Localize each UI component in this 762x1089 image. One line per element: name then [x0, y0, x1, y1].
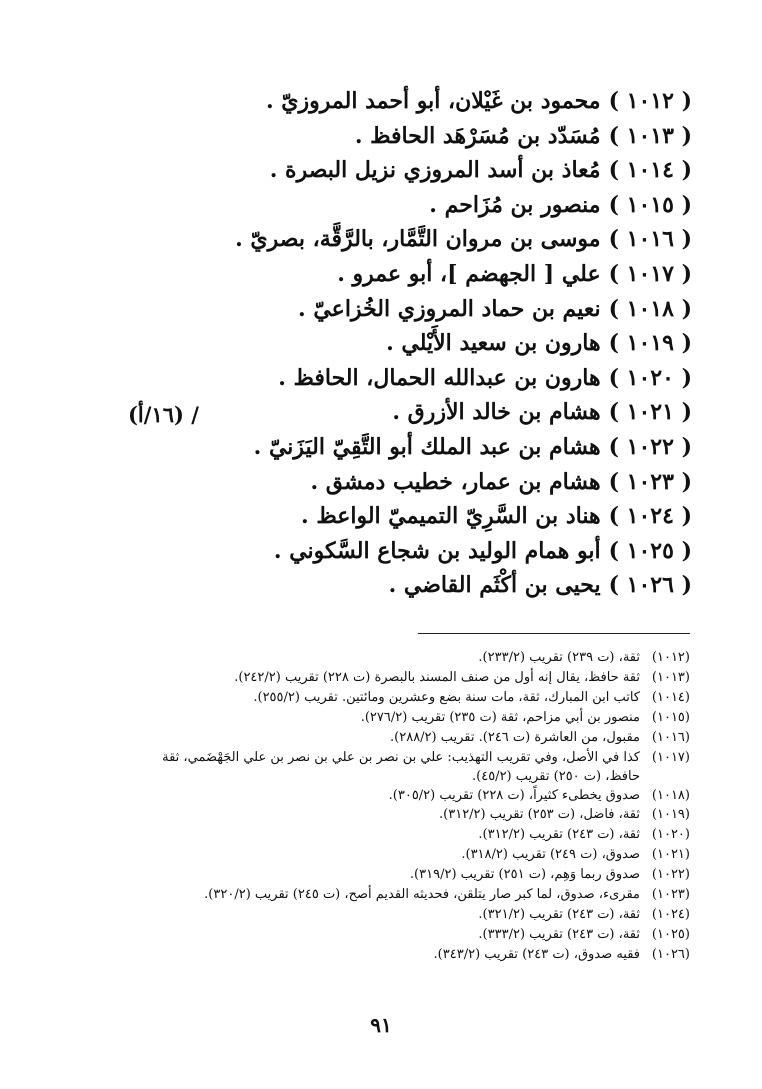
footnote-text: صدوق يخطىء كثيراً، (ت ٢٢٨) تقريب (٣٠٥/٢). — [388, 787, 640, 803]
footnote-row — [130, 805, 690, 825]
entry-row — [132, 188, 692, 223]
footnote-text: كذا في الأصل، وفي تقريب التهذيب: علي بن نصر بن علي بن نصر بن علي الجَهْضَمي، ثقة حافظ، (ت ٢٥٠) تقريب (٤٥/٢). — [162, 749, 640, 784]
entries-list — [132, 84, 692, 603]
footnote-text: ثقة حافظ، يقال إنه أول من صنف المسند بالبصرة (ت ٢٢٨) تقريب (٢٤٢/٢). — [234, 669, 640, 685]
footnote-number: (١٠٢١) — [651, 847, 690, 863]
footnote-text: منصور بن أبي مزاحم، ثقة (ت ٢٣٥) تقريب (٢٧٦/٢). — [360, 709, 640, 725]
entry-number: ( ١٠٢٣ ) — [608, 468, 692, 495]
footnote-row — [130, 648, 690, 668]
entry-text: يحيى بن أكْثَم القاضي . — [388, 572, 601, 599]
entry-text: هشام بن خالد الأزرق . — [392, 399, 601, 426]
footnote-number: (١٠٢٢) — [651, 867, 690, 883]
footnote-number: (١٠٢٠) — [651, 827, 690, 843]
footnote-divider — [418, 633, 690, 634]
entry-row — [132, 153, 692, 188]
entry-text: علي [ الجهضم ]، أبو عمرو . — [337, 260, 601, 287]
entry-number: ( ١٠١٣ ) — [608, 122, 692, 149]
entry-row — [132, 361, 692, 396]
footnote-row — [130, 668, 690, 688]
footnote-number: (١٠١٨) — [651, 787, 690, 803]
entry-text: محمود بن غَيْلان، أبو أحمد المروزيّ . — [265, 88, 601, 114]
footnote-number: (١٠٢٥) — [651, 926, 690, 942]
entry-text: منصور بن مُزَاحم . — [429, 191, 601, 218]
entry-row — [132, 119, 692, 154]
footnote-text: مقبول، من العاشرة (ت ٢٤٦). تقريب (٢٨٨/٢). — [390, 729, 640, 745]
entry-text: مُسَدّد بن مُسَرْهَد الحافظ . — [354, 122, 601, 149]
footnote-text: ثقة، (ت ٢٤٣) تقريب (٣٣٣/٢). — [478, 926, 640, 942]
entry-number: ( ١٠١٥ ) — [608, 191, 692, 218]
entry-text: موسى بن مروان التَّمَّار، بالرَّقَّة، بصريّ . — [235, 226, 601, 253]
footnote-number: (١٠٢٦) — [651, 946, 690, 962]
entry-row — [132, 430, 692, 465]
entry-text: هشام بن عمار، خطيب دمشق . — [310, 468, 601, 495]
entry-number: ( ١٠١٨ ) — [608, 295, 692, 322]
footnote-text: صدوق ربما وَهِم، (ت ٢٥١) تقريب (٣١٩/٢). — [409, 867, 640, 883]
entry-row — [132, 222, 692, 257]
footnote-text: كاتب ابن المبارك، ثقة، مات سنة بضع وعشرين ومائتين. تقريب (٢٥٥/٢). — [253, 689, 640, 705]
footnote-row — [130, 825, 690, 845]
entry-text: هارون بن سعيد الأَيْلي . — [386, 330, 601, 357]
entry-number: ( ١٠١٤ ) — [608, 157, 692, 184]
footnote-number: (١٠١٣) — [651, 669, 690, 685]
footnote-row — [130, 728, 690, 748]
entry-number: ( ١٠٢٥ ) — [608, 537, 692, 564]
footnote-row — [130, 885, 690, 905]
footnote-text: ثقة، فاضل، (ت ٢٥٣) تقريب (٣١٢/٢). — [439, 807, 640, 823]
entry-row — [132, 292, 692, 327]
entry-number: ( ١٠٢٦ ) — [608, 572, 692, 599]
entry-text: مُعاذ بن أسد المروزي نزيل البصرة . — [269, 157, 601, 184]
footnote-number: (١٠١٢) — [651, 650, 690, 665]
footnote-row — [130, 865, 690, 885]
footnote-row — [130, 945, 690, 965]
footnote-number: (١٠١٦) — [651, 729, 690, 745]
footnote-row — [130, 905, 690, 925]
footnote-number: (١٠١٥) — [651, 709, 690, 725]
entry-row — [132, 326, 692, 361]
footnote-text: مقرىء، صدوق، لما كبر صار يتلقن، فحديثه القديم أصح، (ت ٢٤٥) تقريب (٣٢٠/٢). — [204, 887, 640, 903]
entry-number: ( ١٠١٦ ) — [608, 226, 692, 253]
footnotes-list — [130, 648, 690, 965]
footnote-row — [130, 786, 690, 806]
page-number: ٩١ — [370, 1013, 392, 1037]
entry-number: ( ١٠١٩ ) — [608, 330, 692, 357]
footnote-number: (١٠١٩) — [651, 807, 690, 823]
footnote-text: ثقة، (ت ٢٤٣) تقريب (٣٢١/٢). — [478, 906, 640, 922]
footnote-text: فقيه صدوق، (ت ٢٤٣) تقريب (٣٤٣/٢). — [433, 946, 640, 962]
entry-row — [132, 499, 692, 534]
entry-text: أبو همام الوليد بن شجاع السَّكوني . — [273, 537, 601, 564]
entry-row — [132, 465, 692, 500]
footnote-number: (١٠٢٣) — [651, 887, 690, 903]
entry-number: ( ١٠١٢ ) — [608, 88, 692, 114]
entry-number: ( ١٠٢٤ ) — [608, 503, 692, 530]
entry-text: هناد بن السَّرِيّ التميميّ الواعظ . — [301, 503, 601, 530]
footnote-text: ثقة، (ت ٢٤٣) تقريب (٣١٢/٢). — [478, 827, 640, 843]
entry-number: ( ١٠٢٠ ) — [608, 364, 692, 391]
entry-number: ( ١٠١٧ ) — [608, 260, 692, 287]
footnote-row — [130, 708, 690, 728]
footnote-text: صدوق، (ت ٢٤٩) تقريب (٣١٨/٢). — [461, 847, 640, 863]
footnote-text: ثقة، (ت ٢٣٩) تقريب (٢٣٣/٢). — [478, 650, 640, 665]
entry-row — [132, 534, 692, 569]
footnote-row — [130, 845, 690, 865]
entry-number: ( ١٠٢٢ ) — [608, 433, 692, 460]
entry-text: نعيم بن حماد المروزي الخُزاعيّ . — [298, 295, 601, 322]
entry-row — [132, 257, 692, 292]
entry-text: هشام بن عبد الملك أبو التَّقِيّ اليَزَنيّ . — [253, 433, 601, 460]
entry-row — [132, 84, 692, 119]
entry-row — [132, 395, 692, 430]
footnote-number: (١٠١٧) — [651, 749, 690, 765]
entry-number: ( ١٠٢١ ) — [608, 399, 692, 426]
footnote-number: (١٠٢٤) — [651, 906, 690, 922]
footnote-row — [130, 688, 690, 708]
footnote-number: (١٠١٤) — [651, 689, 690, 705]
entry-row — [132, 568, 692, 603]
footnote-row — [130, 925, 690, 945]
entry-text: هارون بن عبدالله الحمال، الحافظ . — [278, 364, 601, 391]
footnote-row — [130, 748, 690, 786]
margin-folio-note: / (١٦/أ) — [128, 402, 199, 427]
